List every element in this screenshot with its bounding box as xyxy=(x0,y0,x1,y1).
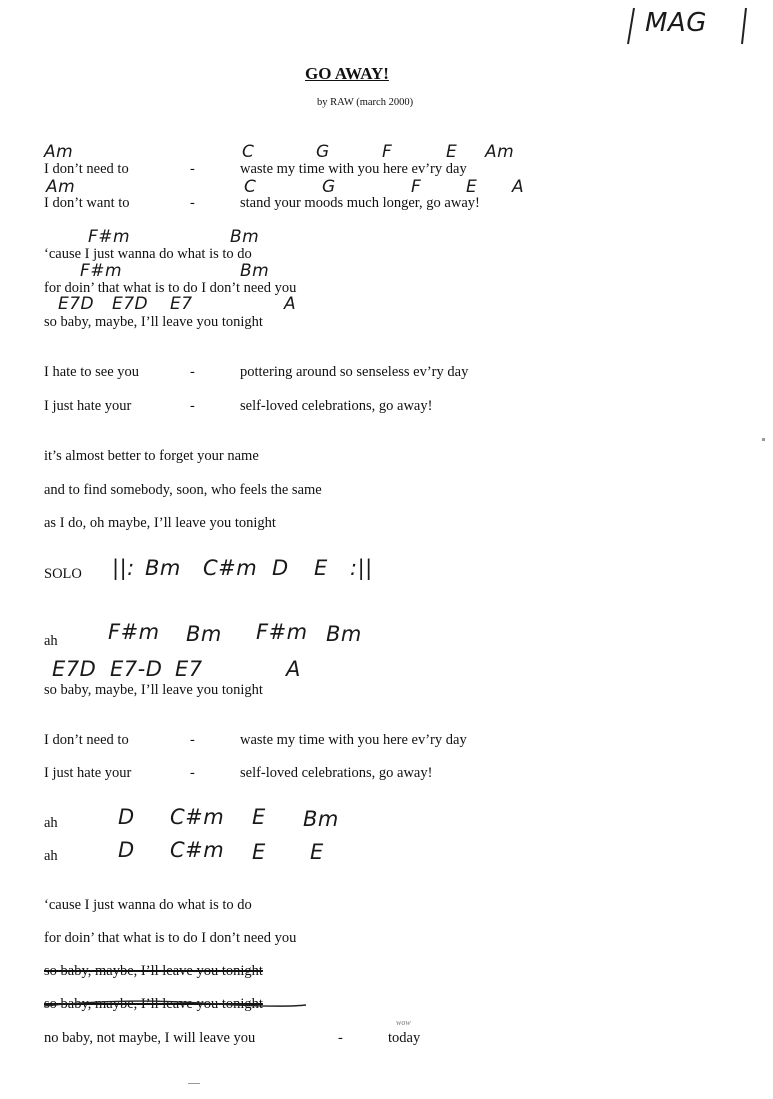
ah-label: ah xyxy=(44,848,58,864)
lyric-line: and to find somebody, soon, who feels the same xyxy=(44,482,322,498)
lyric-dash: - xyxy=(190,765,195,781)
chord: Bm xyxy=(186,622,222,646)
lyric-line: as I do, oh maybe, I’ll leave you tonight xyxy=(44,515,276,531)
chord: Bm xyxy=(145,556,181,580)
struck-lyric-line: so baby, maybe, I’ll leave you tonight xyxy=(44,963,263,979)
song-title: GO AWAY! xyxy=(305,64,389,83)
lyric-left: no baby, not maybe, I will leave you xyxy=(44,1030,256,1046)
chord: C xyxy=(242,142,255,162)
chord: E xyxy=(310,840,324,864)
chord: F xyxy=(382,142,393,162)
chord: C#m xyxy=(170,805,225,829)
chord: Bm xyxy=(230,227,260,247)
lyric-dash: - xyxy=(190,161,195,177)
lyric-line: it’s almost better to forget your name xyxy=(44,448,259,464)
lyric-left: I don’t need to xyxy=(44,161,129,177)
repeat-end: :|| xyxy=(350,556,373,580)
chord: D xyxy=(118,838,135,862)
chord: G xyxy=(322,177,336,197)
chord: A xyxy=(512,177,525,197)
corner-note: MAG xyxy=(645,8,707,38)
lyric-dash: - xyxy=(338,1030,343,1046)
chord: D xyxy=(118,805,135,829)
lyric-line: ‘cause I just wanna do what is to do xyxy=(44,246,252,262)
chord: E7 xyxy=(170,294,193,314)
chord: Am xyxy=(44,142,74,162)
chord: F#m xyxy=(88,227,131,247)
chord: E xyxy=(314,556,328,580)
chord: F#m xyxy=(80,261,123,281)
chord: E7D xyxy=(58,294,95,314)
chord: Bm xyxy=(326,622,362,646)
lyric-left: I just hate your xyxy=(44,398,132,414)
chord: G xyxy=(316,142,330,162)
chord: F#m xyxy=(256,620,308,644)
lyric-line: ‘cause I just wanna do what is to do xyxy=(44,897,252,913)
chord: C xyxy=(244,177,257,197)
lyric-line: so baby, maybe, I’ll leave you tonight xyxy=(44,682,263,698)
chord: E7D xyxy=(112,294,149,314)
chord: E xyxy=(466,177,478,197)
chord: D xyxy=(272,556,289,580)
chord: E7D xyxy=(52,657,97,681)
chord: F xyxy=(411,177,422,197)
chord: E xyxy=(252,840,266,864)
lyric-dash: - xyxy=(190,398,195,414)
lyric-left: I don’t want to xyxy=(44,195,130,211)
lyric-right: waste my time with you here ev’ry day xyxy=(240,732,467,748)
chord: C#m xyxy=(170,838,225,862)
solo-label: SOLO xyxy=(44,566,82,582)
strikethrough-scribble xyxy=(40,994,310,1014)
handwritten-note: wow xyxy=(396,1018,411,1027)
lyric-left: I don’t need to xyxy=(44,732,129,748)
lyric-left: I hate to see you xyxy=(44,364,140,380)
ah-label: ah xyxy=(44,633,58,649)
song-byline: by RAW (march 2000) xyxy=(317,97,414,108)
chord: Bm xyxy=(240,261,270,281)
chord: E xyxy=(446,142,458,162)
lyric-dash: - xyxy=(190,195,195,211)
lyric-right: stand your moods much longer, go away! xyxy=(240,195,480,211)
chord: C#m xyxy=(203,556,258,580)
chord: E7-D xyxy=(110,657,163,681)
lyric-dash: - xyxy=(190,732,195,748)
stray-mark xyxy=(188,1083,200,1084)
lyric-line: for doin’ that what is to do I don’t need you xyxy=(44,280,297,296)
repeat-start: ||: xyxy=(112,556,135,580)
lyric-right: self-loved celebrations, go away! xyxy=(240,765,433,781)
lyric-right: pottering around so senseless ev’ry day xyxy=(240,364,469,380)
lyric-line: for doin’ that what is to do I don’t need you xyxy=(44,930,297,946)
lyric-right: waste my time with you here ev’ry day xyxy=(240,161,467,177)
lyric-left: I just hate your xyxy=(44,765,132,781)
chord: E7 xyxy=(175,657,203,681)
ah-label: ah xyxy=(44,815,58,831)
stray-mark xyxy=(762,438,765,441)
chord: F#m xyxy=(108,620,160,644)
chord: A xyxy=(286,657,301,681)
lyric-line: so baby, maybe, I’ll leave you tonight xyxy=(44,314,263,330)
chord: A xyxy=(284,294,297,314)
lyric-right: self-loved celebrations, go away! xyxy=(240,398,433,414)
lyric-dash: - xyxy=(190,364,195,380)
chord: E xyxy=(252,805,266,829)
chord: Bm xyxy=(303,807,339,831)
chord: Am xyxy=(46,177,76,197)
lyric-right: today xyxy=(388,1030,421,1046)
chord: Am xyxy=(485,142,515,162)
struck-lyric-line: so baby, maybe, I’ll leave you tonight xyxy=(44,996,263,1012)
